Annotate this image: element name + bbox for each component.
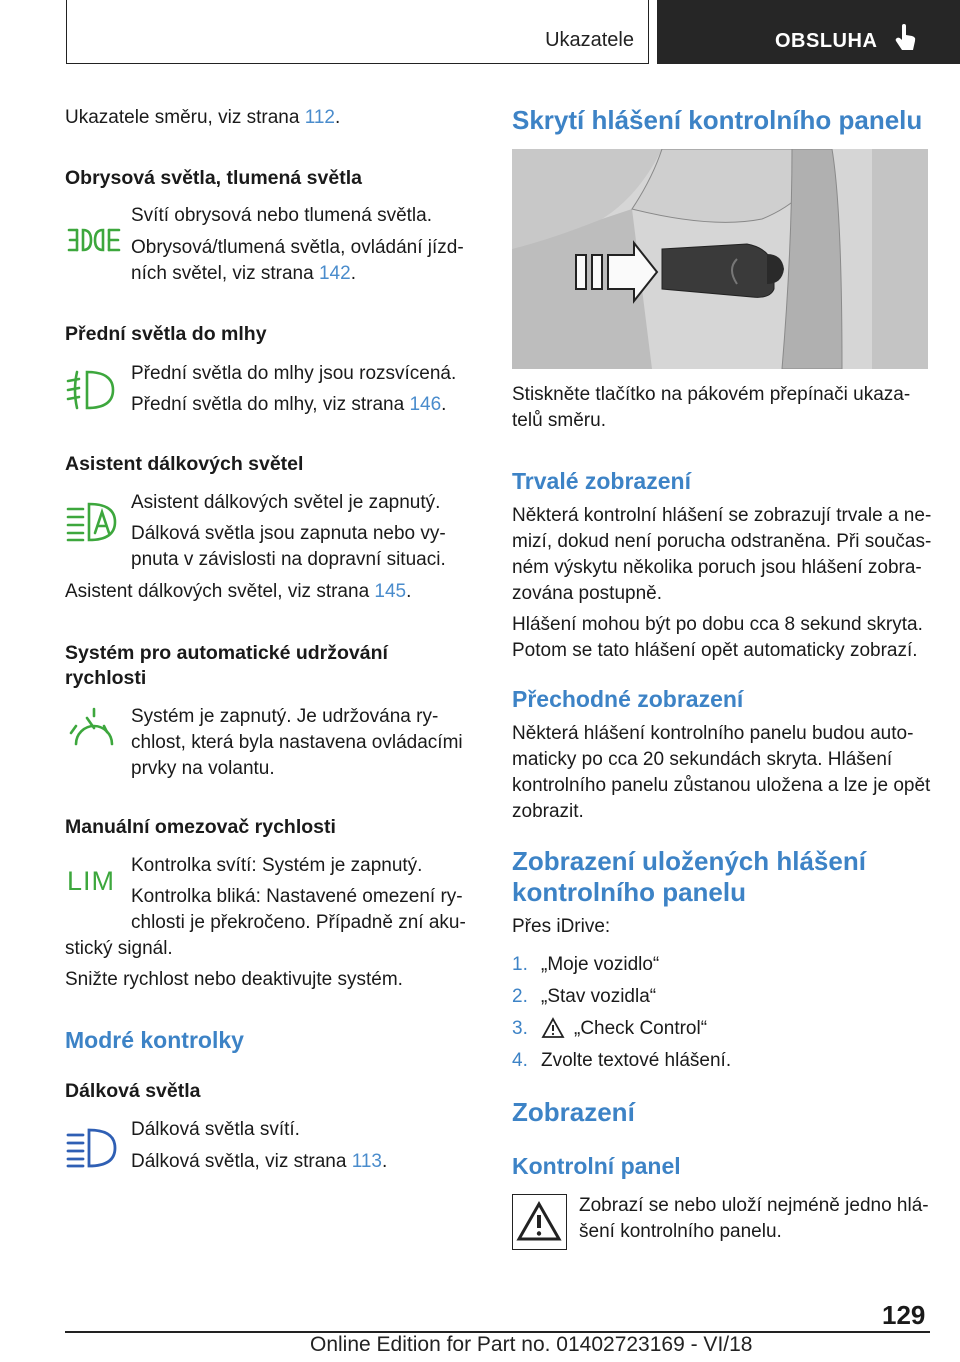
header-frame xyxy=(66,0,649,64)
parking-lights-icon xyxy=(67,218,121,262)
chapter-tab[interactable] xyxy=(657,0,960,64)
heading-cruise-control-1: Systém pro automatické udržování xyxy=(65,642,388,664)
warning-triangle-icon xyxy=(541,1017,565,1039)
page-number: 129 xyxy=(882,1300,926,1330)
highbeam-assist-line1: Asistent dálkových světel je zapnutý. xyxy=(131,492,441,513)
section-title: Ukazatele xyxy=(545,29,634,51)
highbeam-assist-line3: Asistent dálkových světel, viz strana 145. xyxy=(65,581,412,602)
parking-line2a: Obrysová/tlumená světla, ovládání jízd- xyxy=(131,237,464,258)
hand-pointer-icon xyxy=(895,24,917,52)
cruise-line2: chlost, která byla nastavena ovládacími xyxy=(131,732,463,753)
high-beam-icon xyxy=(65,1126,119,1170)
heading-display: Zobrazení xyxy=(512,1097,635,1127)
photo-caption-line1: Stiskněte tlačítko na pákovém přepínači ukaza- xyxy=(512,384,911,405)
highbeam-line1: Dálková světla svítí. xyxy=(131,1119,300,1140)
high-beam-assistant-icon xyxy=(65,500,119,544)
heading-stored-messages-1: Zobrazení uložených hlášení xyxy=(512,846,866,876)
fog-line2: Přední světla do mlhy, viz strana 146. xyxy=(131,394,447,415)
limiter-line2a: Kontrolka bliká: Nastavené omezení ry- xyxy=(131,886,463,907)
highbeam-line2: Dálková světla, viz strana 113. xyxy=(131,1151,388,1172)
transient-p2: maticky po cca 20 sekundách skryta. Hlášení xyxy=(512,749,893,770)
parking-line2b: ních světel, viz strana 142. xyxy=(131,263,356,284)
permanent-p3: ném výskytu několika poruch jsou hlášení zobra- xyxy=(512,557,922,578)
front-fog-lights-icon xyxy=(65,368,119,412)
step-check-control[interactable]: „Check Control“ xyxy=(574,1018,708,1039)
fog-line1: Přední světla do mlhy jsou rozsvícená. xyxy=(131,363,457,384)
limiter-lim-icon: LIM xyxy=(67,866,116,896)
highbeam-assist-line2a: Dálková světla jsou zapnuta nebo vy- xyxy=(131,523,446,544)
step-vehicle-status[interactable]: „Stav vozidla“ xyxy=(541,986,657,1007)
heading-fog-lights: Přední světla do mlhy xyxy=(65,323,267,345)
heading-parking-lights: Obrysová světla, tlumená světla xyxy=(65,167,362,189)
edition-note: Online Edition for Part no. 01402723169 - VI/18 xyxy=(310,1333,753,1356)
permanent-p2: mizí, dokud není porucha odstraněna. Při součas- xyxy=(512,531,932,552)
panel-line2: šení kontrolního panelu. xyxy=(579,1221,782,1242)
permanent-p6: Potom se tato hlášení opět automaticky zobrazí. xyxy=(512,640,918,661)
permanent-p5: Hlášení mohou být po dobu cca 8 sekund skryta. xyxy=(512,614,923,635)
step-number: 1. xyxy=(512,954,528,975)
page-link-145[interactable]: 145 xyxy=(374,581,407,602)
heading-speed-limiter: Manuální omezovač rychlosti xyxy=(65,816,336,838)
heading-high-beam: Dálková světla xyxy=(65,1080,201,1102)
parking-line1: Svítí obrysová nebo tlumená světla. xyxy=(131,205,432,226)
permanent-p4: zována postupně. xyxy=(512,583,663,604)
cruise-control-icon xyxy=(68,706,122,750)
transient-p3: kontrolního panelu zůstanou uložena a lze je opět xyxy=(512,775,931,796)
chapter-label: OBSLUHA xyxy=(775,30,878,52)
heading-stored-messages-2: kontrolního panelu xyxy=(512,877,746,907)
stored-via-idrive: Přes iDrive: xyxy=(512,916,611,937)
limiter-line3: Snižte rychlost nebo deaktivujte systém. xyxy=(65,969,403,990)
heading-permanent-display: Trvalé zobrazení xyxy=(512,468,691,494)
cruise-line3: prvky na volantu. xyxy=(131,758,275,779)
transient-p1: Některá hlášení kontrolního panelu budou auto- xyxy=(512,723,914,744)
panel-line1: Zobrazí se nebo uloží nejméně jedno hlá- xyxy=(579,1195,929,1216)
photo-caption-line2: telů směru. xyxy=(512,410,606,431)
heading-transient-display: Přechodné zobrazení xyxy=(512,686,744,712)
highbeam-assist-line2b: pnuta v závislosti na dopravní situaci. xyxy=(131,549,446,570)
page-link-113[interactable]: 113 xyxy=(351,1151,382,1172)
heading-cruise-control-2: rychlosti xyxy=(65,667,147,689)
section-title-hide-messages: Skrytí hlášení kontrolního panelu xyxy=(512,105,923,135)
heading-blue-lights: Modré kontrolky xyxy=(65,1027,244,1053)
limiter-line1: Kontrolka svítí: Systém je zapnutý. xyxy=(131,855,423,876)
page-link-142[interactable]: 142 xyxy=(318,263,351,284)
step-my-vehicle[interactable]: „Moje vozidlo“ xyxy=(541,954,660,975)
intro-turn-signals: Ukazatele směru, viz strana 112. xyxy=(65,107,341,128)
page-link-146[interactable]: 146 xyxy=(409,394,442,415)
permanent-p1: Některá kontrolní hlášení se zobrazují trvale a ne- xyxy=(512,505,932,526)
limiter-line2b: chlosti je překročeno. Případně zní aku- xyxy=(131,912,466,933)
heading-control-panel: Kontrolní panel xyxy=(512,1153,681,1179)
heading-high-beam-assistant: Asistent dálkových světel xyxy=(65,453,304,475)
cruise-line1: Systém je zapnutý. Je udržována ry- xyxy=(131,706,439,727)
step-number: 2. xyxy=(512,986,528,1007)
page-link-112[interactable]: 112 xyxy=(304,107,335,128)
large-warning-triangle-icon xyxy=(513,1195,565,1248)
turn-signal-lever-illustration xyxy=(512,149,928,369)
warning-triangle-box xyxy=(512,1194,567,1250)
step-select-message[interactable]: Zvolte textové hlášení. xyxy=(541,1050,732,1071)
limiter-line2c: stický signál. xyxy=(65,938,173,959)
step-number: 3. xyxy=(512,1018,528,1039)
transient-p4: zobrazit. xyxy=(512,801,584,822)
step-number: 4. xyxy=(512,1050,528,1071)
